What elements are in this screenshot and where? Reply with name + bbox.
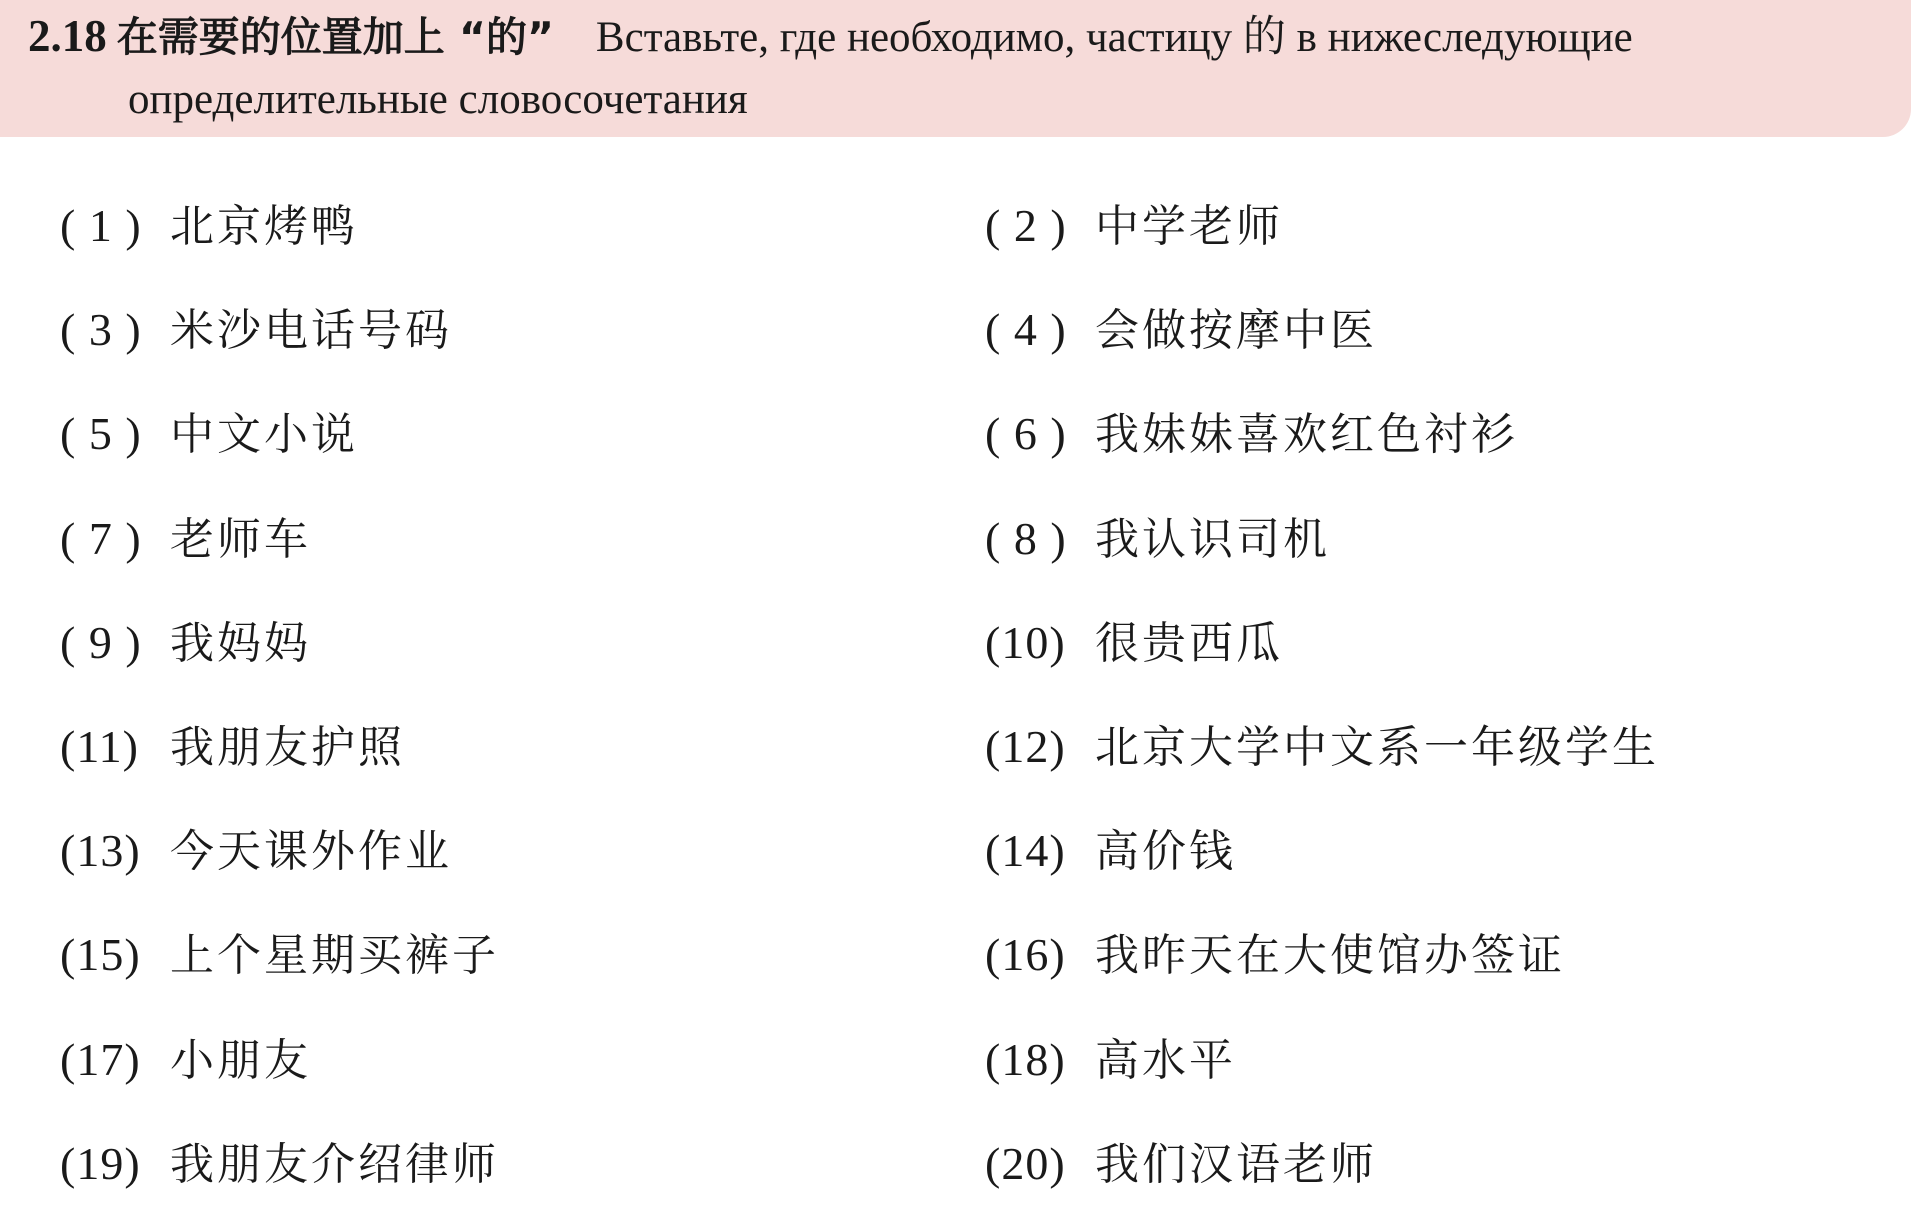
item-phrase: 我妹妹喜欢红色衬衫 <box>1095 409 1518 460</box>
item-number: (16) <box>985 929 1066 980</box>
exercise-item <box>60 1132 499 1196</box>
item-phrase: 小朋友 <box>170 1035 311 1086</box>
exercise-item <box>985 819 1236 883</box>
item-number: ( 2 ) <box>985 200 1067 251</box>
item-number: (18) <box>985 1034 1066 1085</box>
item-phrase: 今天课外作业 <box>170 826 452 877</box>
item-phrase: 北京烤鸭 <box>170 201 358 252</box>
item-phrase: 高水平 <box>1095 1035 1236 1086</box>
exercise-number: 2.18 <box>28 11 107 61</box>
item-number: (13) <box>60 825 141 876</box>
item-phrase: 北京大学中文系一年级学生 <box>1095 722 1659 773</box>
item-phrase: 中学老师 <box>1095 201 1283 252</box>
item-number: ( 8 ) <box>985 513 1067 564</box>
exercise-item <box>60 298 452 362</box>
item-phrase: 我妈妈 <box>170 618 311 669</box>
item-number: ( 3 ) <box>60 304 142 355</box>
exercise-title-chinese: 在需要的位置加上 “的” <box>116 13 554 61</box>
item-number: ( 1 ) <box>60 200 142 251</box>
exercise-item <box>985 923 1565 987</box>
exercise-item <box>985 1132 1377 1196</box>
exercise-item <box>985 715 1659 779</box>
item-phrase: 老师车 <box>170 514 311 565</box>
exercise-item <box>60 923 499 987</box>
exercise-item <box>985 1028 1236 1092</box>
exercise-item <box>60 507 311 571</box>
item-phrase: 我认识司机 <box>1095 514 1330 565</box>
item-phrase: 我昨天在大使馆办签证 <box>1095 930 1565 981</box>
exercise-item <box>60 194 358 258</box>
exercise-item <box>985 194 1283 258</box>
item-phrase: 会做按摩中医 <box>1095 305 1377 356</box>
exercise-item <box>60 1028 311 1092</box>
exercise-item <box>60 402 358 466</box>
item-number: ( 5 ) <box>60 408 142 459</box>
item-number: (14) <box>985 825 1066 876</box>
item-number: (11) <box>60 721 139 772</box>
item-phrase: 我朋友介绍律师 <box>170 1139 499 1190</box>
exercise-item <box>60 715 405 779</box>
item-number: ( 7 ) <box>60 513 142 564</box>
exercise-instruction-russian: Вставьте, где необходимо, частицу 的 в нижеследующие <box>595 14 1633 61</box>
item-number: (12) <box>985 721 1066 772</box>
item-phrase: 中文小说 <box>170 409 358 460</box>
exercise-item <box>985 402 1518 466</box>
item-number: (17) <box>60 1034 141 1085</box>
item-phrase: 我朋友护照 <box>170 722 405 773</box>
item-number: ( 6 ) <box>985 408 1067 459</box>
item-phrase: 米沙电话号码 <box>170 305 452 356</box>
item-number: (15) <box>60 929 141 980</box>
item-phrase: 高价钱 <box>1095 826 1236 877</box>
exercise-item <box>60 611 311 675</box>
exercise-item <box>60 819 452 883</box>
item-number: ( 4 ) <box>985 304 1067 355</box>
item-number: (20) <box>985 1138 1066 1189</box>
exercise-item <box>985 298 1377 362</box>
exercise-instruction-russian-continued: определительные словосочетания <box>128 76 748 123</box>
item-number: (10) <box>985 617 1066 668</box>
item-phrase: 上个星期买裤子 <box>170 930 499 981</box>
item-number: ( 9 ) <box>60 617 142 668</box>
exercise-item <box>985 611 1283 675</box>
item-number: (19) <box>60 1138 141 1189</box>
exercise-item <box>985 507 1330 571</box>
item-phrase: 我们汉语老师 <box>1095 1139 1377 1190</box>
item-phrase: 很贵西瓜 <box>1095 618 1283 669</box>
